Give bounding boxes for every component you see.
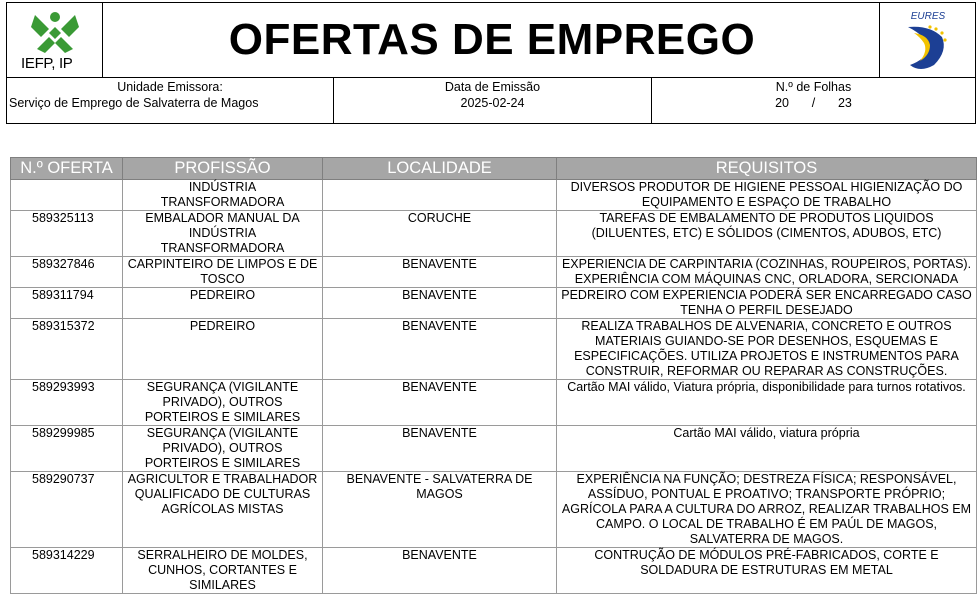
- profession-cell: SERRALHEIRO DE MOLDES, CUNHOS, CORTANTES E SIMILARES: [123, 548, 323, 594]
- requirements-cell: Cartão MAI válido, Viatura própria, disponibilidade para turnos rotativos.: [557, 380, 977, 426]
- sheets-value: [652, 96, 975, 110]
- location-cell: BENAVENTE - SALVATERRA DE MAGOS: [323, 472, 557, 548]
- requirements-cell: EXPERIENCIA DE CARPINTARIA (COZINHAS, ROUPEIROS, PORTAS). EXPERIÊNCIA COM MÁQUINAS CNC, ORLADORA, SERCIONADA: [557, 257, 977, 288]
- table-row: [11, 180, 977, 211]
- job-offers-table: [10, 157, 977, 594]
- sheet-current: 20: [775, 96, 790, 110]
- location-cell: BENAVENTE: [323, 380, 557, 426]
- profession-cell: EMBALADOR MANUAL DA INDÚSTRIA TRANSFORMADORA: [123, 211, 323, 257]
- table-header-row: [11, 158, 977, 180]
- offer-number-cell: 589290737: [11, 472, 123, 548]
- issuer-value: Serviço de Emprego de Salvaterra de Magos: [9, 96, 259, 110]
- sheets-cell: [652, 78, 975, 123]
- table-row: [11, 472, 977, 548]
- offer-number-cell: [11, 180, 123, 211]
- requirements-cell: DIVERSOS PRODUTOR DE HIGIENE PESSOAL HIGIENIZAÇÃO DO EQUIPAMENTO E ESPAÇO DE TRABALHO: [557, 180, 977, 211]
- location-cell: BENAVENTE: [323, 288, 557, 319]
- offer-number-cell: 589311794: [11, 288, 123, 319]
- iefp-logo: [7, 3, 103, 77]
- location-cell: BENAVENTE: [323, 548, 557, 594]
- table-row: [11, 426, 977, 472]
- profession-cell: INDÚSTRIA TRANSFORMADORA: [123, 180, 323, 211]
- location-cell: [323, 180, 557, 211]
- header-top-row: [6, 2, 976, 78]
- date-value: 2025-02-24: [460, 96, 525, 110]
- requirements-cell: Cartão MAI válido, viatura própria: [557, 426, 977, 472]
- table-row: [11, 211, 977, 257]
- eures-logo: [879, 3, 975, 77]
- iefp-logo-icon: [27, 9, 83, 55]
- table-row: [11, 380, 977, 426]
- requirements-cell: EXPERIÊNCIA NA FUNÇÃO; DESTREZA FÍSICA; RESPONSÁVEL, ASSÍDUO, PONTUAL E PROATIVO; TRANSPORTE PRÓPRIO; AGRÍCOLA PARA A CULTURA DO ARROZ, REALIZAR TRABALHOS EM CAMPO. O LOCAL DE TRABALHO É EM PAÚL DE MAGOS, SALVATERRA DE MAGOS.: [557, 472, 977, 548]
- location-cell: BENAVENTE: [323, 426, 557, 472]
- profession-cell: PEDREIRO: [123, 288, 323, 319]
- iefp-logo-text: IEFP, IP: [21, 55, 73, 72]
- location-cell: BENAVENTE: [323, 319, 557, 380]
- header-meta-row: [6, 78, 976, 124]
- profession-cell: AGRICULTOR E TRABALHADOR QUALIFICADO DE CULTURAS AGRÍCOLAS MISTAS: [123, 472, 323, 548]
- offer-number-cell: 589314229: [11, 548, 123, 594]
- sheet-total: 23: [837, 96, 852, 110]
- requirements-cell: CONTRUÇÃO DE MÓDULOS PRÉ-FABRICADOS, CORTE E SOLDADURA DE ESTRUTURAS EM METAL: [557, 548, 977, 594]
- issuer-label: Unidade Emissora:: [117, 80, 223, 94]
- offer-number-cell: 589315372: [11, 319, 123, 380]
- table-row: [11, 319, 977, 380]
- location-cell: BENAVENTE: [323, 257, 557, 288]
- requirements-cell: REALIZA TRABALHOS DE ALVENARIA, CONCRETO E OUTROS MATERIAIS GUIANDO-SE POR DESENHOS, ESQUEMAS E ESPECIFICAÇÕES. UTILIZA PROJETOS E INSTRUMENTOS PARA CONSTRUIR, REFORMAR OU REPARAR AS CONSTRUÇÕES.: [557, 319, 977, 380]
- column-header-location: LOCALIDADE: [323, 158, 557, 180]
- table-row: [11, 288, 977, 319]
- issuer-cell: [7, 78, 334, 123]
- column-header-profession: PROFISSÃO: [123, 158, 323, 180]
- table-row: [11, 257, 977, 288]
- offer-number-cell: 589293993: [11, 380, 123, 426]
- column-header-requirements: REQUISITOS: [557, 158, 977, 180]
- document-header: [6, 2, 976, 124]
- location-cell: CORUCHE: [323, 211, 557, 257]
- requirements-cell: TAREFAS DE EMBALAMENTO DE PRODUTOS LIQUIDOS (DILUENTES, ETC) E SÓLIDOS (CIMENTOS, ADUBOS, ETC): [557, 211, 977, 257]
- table-row: [11, 548, 977, 594]
- profession-cell: CARPINTEIRO DE LIMPOS E DE TOSCO: [123, 257, 323, 288]
- date-cell: [334, 78, 652, 123]
- sheets-label: N.º de Folhas: [775, 80, 852, 94]
- sheet-separator: /: [811, 96, 816, 110]
- profession-cell: PEDREIRO: [123, 319, 323, 380]
- profession-cell: SEGURANÇA (VIGILANTE PRIVADO), OUTROS PORTEIROS E SIMILARES: [123, 380, 323, 426]
- date-label: Data de Emissão: [444, 80, 541, 94]
- eures-logo-text: EURES: [910, 11, 946, 22]
- offer-number-cell: 589327846: [11, 257, 123, 288]
- column-header-offer-number: N.º OFERTA: [11, 158, 123, 180]
- offer-number-cell: 589325113: [11, 211, 123, 257]
- offer-number-cell: 589299985: [11, 426, 123, 472]
- eures-logo-icon: [898, 7, 958, 73]
- document-title: OFERTAS DE EMPREGO: [228, 15, 756, 64]
- profession-cell: SEGURANÇA (VIGILANTE PRIVADO), OUTROS PORTEIROS E SIMILARES: [123, 426, 323, 472]
- requirements-cell: PEDREIRO COM EXPERIENCIA PODERÁ SER ENCARREGADO CASO TENHA O PERFIL DESEJADO: [557, 288, 977, 319]
